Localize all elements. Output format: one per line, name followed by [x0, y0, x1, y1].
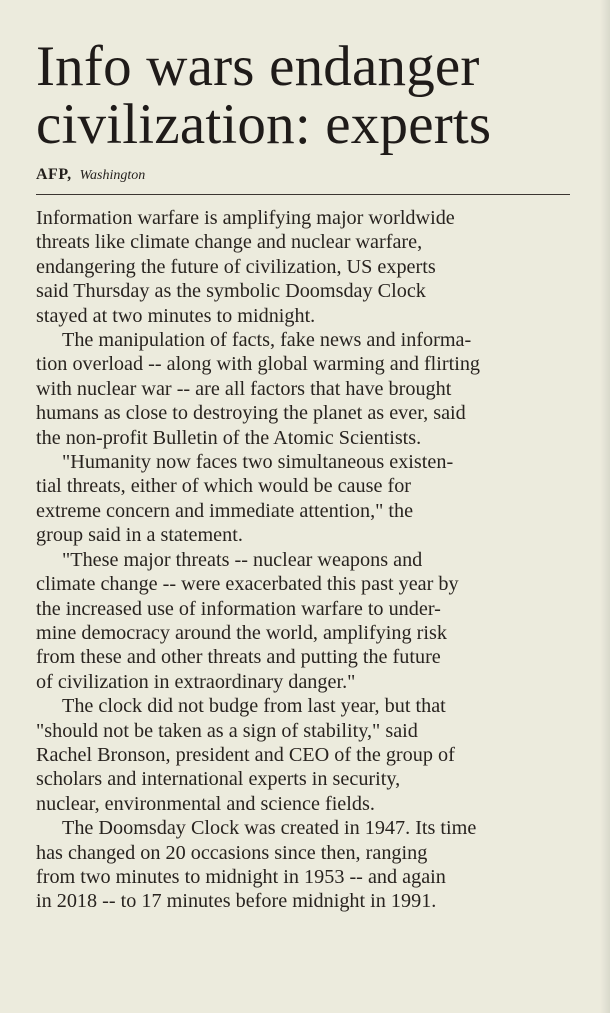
paragraph-line: climate change -- were exacerbated this past year by — [36, 573, 459, 596]
article-paragraph — [36, 694, 576, 816]
byline-agency: AFP, — [36, 166, 72, 183]
article-paragraph — [36, 206, 576, 328]
headline — [36, 35, 580, 156]
headline-line: Info wars endanger — [36, 35, 480, 98]
paragraph-line: scholars and international experts in security, — [36, 768, 401, 791]
paragraph-line: Information warfare is amplifying major worldwide — [36, 207, 455, 229]
paragraph-line: extreme concern and immediate attention," the — [36, 499, 414, 522]
paragraph-line: humans as close to destroying the planet as ever, said — [36, 402, 466, 425]
paragraph-line: "These major threats -- nuclear weapons and — [62, 548, 423, 571]
article-paragraph — [36, 548, 576, 694]
paragraph-line: "Humanity now faces two simultaneous existen- — [62, 451, 454, 474]
paragraph-line: with nuclear war -- are all factors that have brought — [36, 377, 452, 400]
page-edge-shadow — [600, 0, 610, 1013]
paragraph-line: said Thursday as the symbolic Doomsday Clock — [36, 280, 426, 303]
paragraph-line: mine democracy around the world, amplifying risk — [36, 621, 447, 644]
byline-dateline: Washington — [79, 168, 146, 183]
paragraph-line: tion overload -- along with global warming and flirting — [36, 353, 481, 376]
paragraph-line: of civilization in extraordinary danger." — [36, 670, 356, 693]
paragraph-line: nuclear, environmental and science fields. — [36, 792, 375, 815]
article-body — [36, 206, 576, 914]
paragraph-line: group said in a statement. — [36, 524, 243, 547]
byline — [36, 166, 580, 185]
paragraph-line: the non-profit Bulletin of the Atomic Scientists. — [36, 426, 422, 449]
paragraph-line: the increased use of information warfare to under- — [36, 597, 441, 620]
paragraph-line: has changed on 20 occasions since then, ranging — [36, 841, 428, 864]
paragraph-line: Rachel Bronson, president and CEO of the group of — [36, 743, 455, 766]
paragraph-line: The manipulation of facts, fake news and informa- — [62, 329, 472, 352]
byline-rule — [36, 194, 570, 195]
paragraph-line: in 2018 -- to 17 minutes before midnight in 1991. — [36, 890, 437, 913]
paragraph-line: tial threats, either of which would be cause for — [36, 475, 412, 498]
article-paragraph — [36, 450, 576, 548]
paragraph-line: The Doomsday Clock was created in 1947. Its time — [62, 817, 477, 840]
paragraph-line: "should not be taken as a sign of stability," said — [36, 719, 418, 742]
article-paragraph — [36, 816, 576, 914]
paragraph-line: The clock did not budge from last year, but that — [62, 695, 446, 718]
article-paragraph — [36, 328, 576, 450]
paragraph-line: from two minutes to midnight in 1953 -- and again — [36, 865, 446, 888]
paragraph-line: endangering the future of civilization, US experts — [36, 255, 436, 278]
paragraph-line: from these and other threats and putting the future — [36, 646, 441, 669]
paragraph-line: stayed at two minutes to midnight. — [36, 304, 316, 327]
headline-line: civilization: experts — [36, 93, 492, 156]
paragraph-line: threats like climate change and nuclear warfare, — [36, 231, 423, 254]
